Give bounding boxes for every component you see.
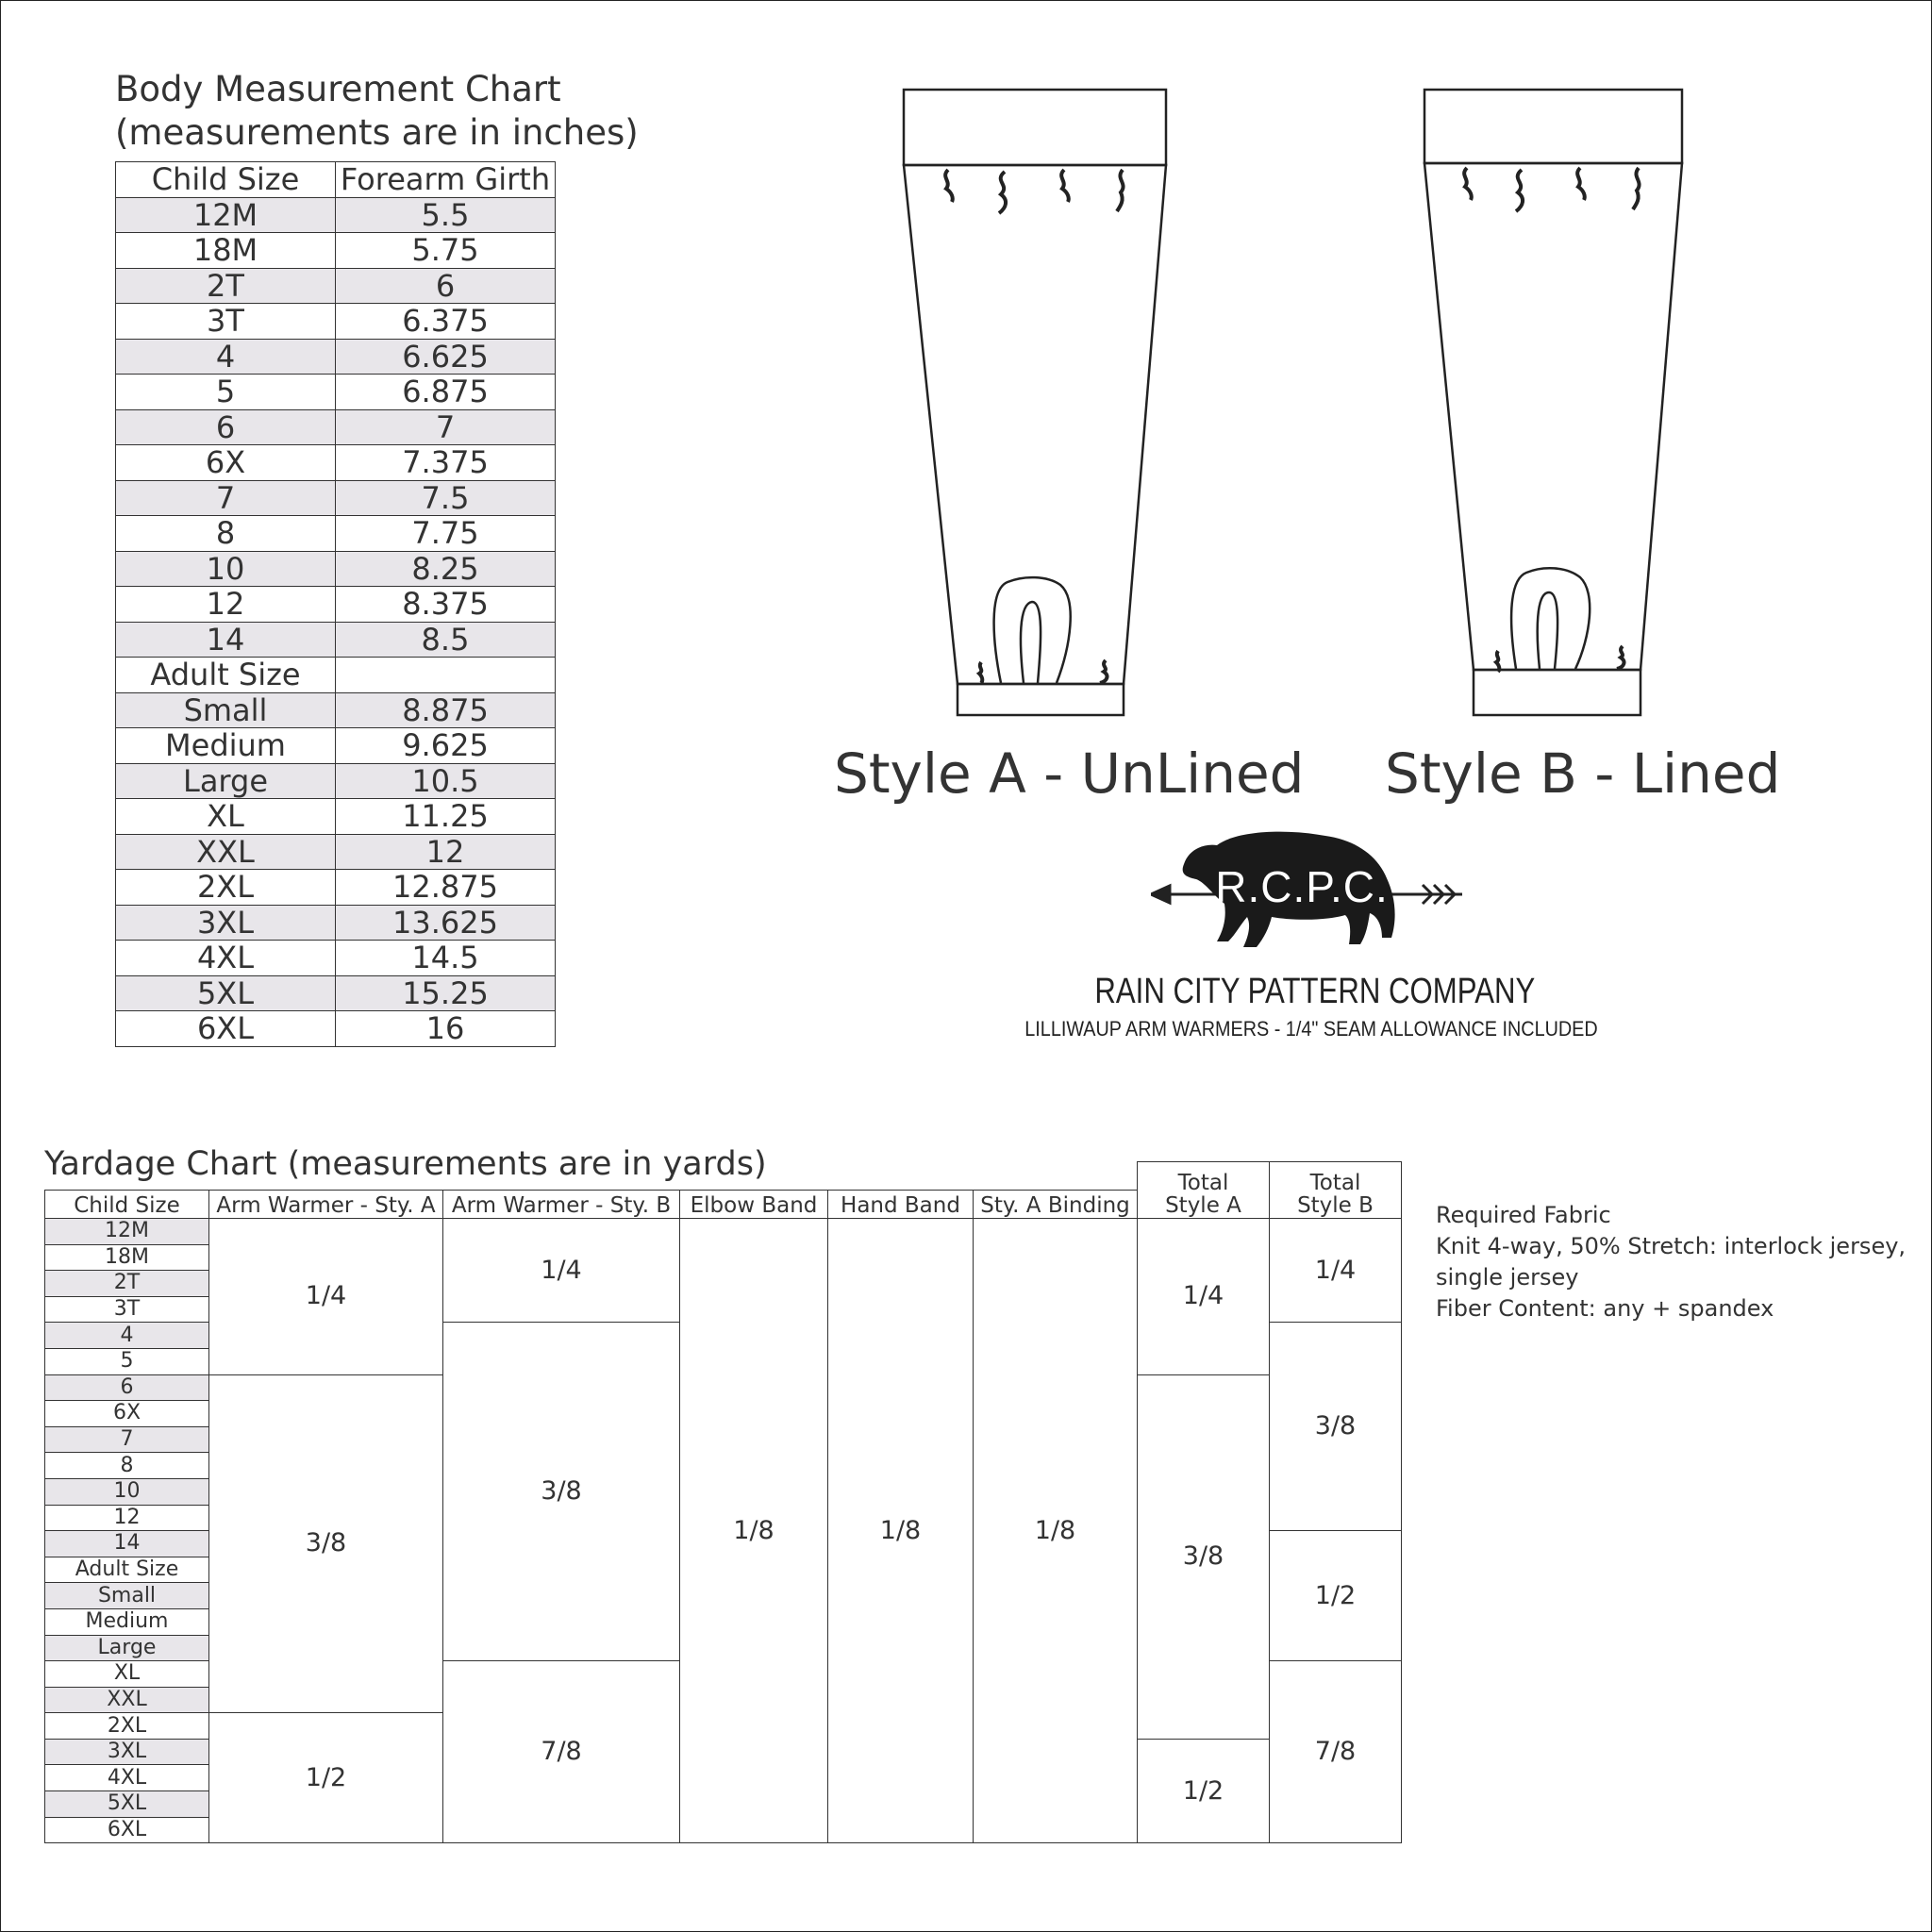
size-cell: Medium	[116, 728, 336, 764]
girth-cell: 15.25	[336, 975, 556, 1011]
size-cell: 7	[116, 480, 336, 516]
elbow-yardage-cell: 1/8	[680, 1219, 828, 1843]
size-cell: 8	[45, 1453, 209, 1479]
size-cell: Adult Size	[45, 1557, 209, 1583]
size-cell: 2T	[45, 1271, 209, 1297]
table-row	[116, 339, 556, 375]
binding-yardage-cell: 1/8	[974, 1219, 1138, 1843]
size-cell: 5	[116, 375, 336, 410]
girth-cell: 13.625	[336, 905, 556, 941]
header-forearm-girth: Forearm Girth	[336, 162, 556, 198]
size-cell: 6XL	[45, 1817, 209, 1843]
table-row	[116, 445, 556, 481]
size-cell: Adult Size	[116, 658, 336, 693]
table-row	[116, 233, 556, 269]
table-row	[116, 304, 556, 340]
girth-cell: 5.5	[336, 197, 556, 233]
girth-cell: 14.5	[336, 941, 556, 976]
table-row	[116, 480, 556, 516]
table-row	[116, 268, 556, 304]
girth-cell: 12.875	[336, 870, 556, 906]
total-b-yardage-cell: 3/8	[1270, 1323, 1402, 1531]
arrow-right-icon	[1391, 885, 1462, 904]
size-cell: 6	[45, 1374, 209, 1401]
style-b-thumb-hole-inner	[1538, 592, 1557, 669]
girth-cell: 7	[336, 409, 556, 445]
total-b-yardage-cell: 7/8	[1270, 1661, 1402, 1843]
style-b-thumb-hole	[1511, 568, 1590, 669]
header-total-style-a: Total Style A	[1138, 1162, 1270, 1219]
girth-cell: 8.25	[336, 551, 556, 587]
style-a-gather-marks	[945, 170, 1123, 683]
size-cell: 18M	[116, 233, 336, 269]
table-row	[116, 905, 556, 941]
girth-cell: 6.375	[336, 304, 556, 340]
size-cell: 6X	[116, 445, 336, 481]
size-cell: 12M	[45, 1219, 209, 1245]
brand-name: RAIN CITY PATTERN COMPANY	[1094, 972, 1536, 1011]
size-cell: 4XL	[116, 941, 336, 976]
size-cell: 3XL	[116, 905, 336, 941]
style-a-sleeve	[904, 165, 1166, 684]
arm-b-yardage-cell: 7/8	[443, 1661, 680, 1843]
total-a-yardage-cell: 3/8	[1138, 1374, 1270, 1739]
table-row	[116, 375, 556, 410]
size-cell: Small	[45, 1583, 209, 1609]
style-a-label: Style A - UnLined	[834, 741, 1305, 806]
girth-cell: 7.75	[336, 516, 556, 552]
total-a-yardage-cell: 1/2	[1138, 1739, 1270, 1842]
size-cell: 8	[116, 516, 336, 552]
table-row	[116, 197, 556, 233]
table-row	[116, 834, 556, 870]
girth-cell: 11.25	[336, 799, 556, 835]
header-elbow-band: Elbow Band	[680, 1191, 828, 1219]
header-binding: Sty. A Binding	[974, 1191, 1138, 1219]
arm-warmer-diagrams	[830, 75, 1717, 736]
yardage-chart-title: Yardage Chart (measurements are in yards)	[44, 1145, 767, 1183]
style-b-label: Style B - Lined	[1385, 741, 1781, 806]
table-row	[116, 763, 556, 799]
header-arm-warmer-b: Arm Warmer - Sty. B	[443, 1191, 680, 1219]
logo-text: R.C.P.C.	[1215, 862, 1389, 911]
total-b-yardage-cell: 1/2	[1270, 1531, 1402, 1661]
style-a-diagram	[904, 90, 1166, 715]
size-cell: Large	[45, 1635, 209, 1661]
girth-cell: 12	[336, 834, 556, 870]
table-row	[116, 870, 556, 906]
header-child-size: Child Size	[116, 162, 336, 198]
girth-cell: 8.875	[336, 692, 556, 728]
table-row	[116, 1011, 556, 1047]
body-chart-title-line2: (measurements are in inches)	[115, 112, 639, 153]
size-cell: 18M	[45, 1244, 209, 1271]
body-chart-title-line1: Body Measurement Chart	[115, 69, 561, 109]
table-row	[116, 941, 556, 976]
table-row	[116, 975, 556, 1011]
size-cell: 10	[45, 1478, 209, 1505]
style-b-elbow-band	[1424, 90, 1682, 163]
table-row	[45, 1219, 1402, 1245]
size-cell: XXL	[45, 1687, 209, 1713]
fabric-line: Knit 4-way, 50% Stretch: interlock jersey,	[1436, 1233, 1907, 1259]
table-row	[116, 516, 556, 552]
header-total-style-b: Total Style B	[1270, 1162, 1402, 1219]
fabric-line: single jersey	[1436, 1264, 1579, 1291]
size-cell: 10	[116, 551, 336, 587]
style-a-thumb-hole-inner	[1021, 602, 1041, 683]
arm-a-yardage-cell: 1/2	[209, 1713, 443, 1843]
arm-b-yardage-cell: 1/4	[443, 1219, 680, 1323]
table-row	[116, 409, 556, 445]
size-cell: 2XL	[45, 1713, 209, 1740]
body-measurement-table	[115, 161, 556, 1047]
girth-cell	[336, 658, 556, 693]
girth-cell: 10.5	[336, 763, 556, 799]
size-cell: 3T	[45, 1296, 209, 1323]
size-cell: Large	[116, 763, 336, 799]
girth-cell: 8.5	[336, 622, 556, 658]
girth-cell: 9.625	[336, 728, 556, 764]
size-cell: 6XL	[116, 1011, 336, 1047]
size-cell: 3T	[116, 304, 336, 340]
table-row	[116, 622, 556, 658]
girth-cell: 6	[336, 268, 556, 304]
size-cell: Small	[116, 692, 336, 728]
girth-cell: 7.375	[336, 445, 556, 481]
table-row	[116, 728, 556, 764]
size-cell: 4XL	[45, 1765, 209, 1791]
size-cell: 3XL	[45, 1739, 209, 1765]
size-cell: 14	[45, 1531, 209, 1557]
size-cell: XXL	[116, 834, 336, 870]
size-cell: 5XL	[45, 1791, 209, 1818]
total-b-yardage-cell: 1/4	[1270, 1219, 1402, 1323]
size-cell: XL	[45, 1661, 209, 1688]
total-a-yardage-cell: 1/4	[1138, 1219, 1270, 1375]
girth-cell: 6.875	[336, 375, 556, 410]
girth-cell: 8.375	[336, 587, 556, 623]
arm-a-yardage-cell: 1/4	[209, 1219, 443, 1375]
style-a-elbow-band	[904, 90, 1166, 165]
required-fabric-note	[1436, 1200, 1906, 1324]
size-cell: 12M	[116, 197, 336, 233]
size-cell: 4	[45, 1323, 209, 1349]
table-row	[116, 551, 556, 587]
yardage-table	[44, 1161, 1402, 1843]
size-cell: 12	[116, 587, 336, 623]
table-row	[116, 658, 556, 693]
girth-cell: 6.625	[336, 339, 556, 375]
style-b-gather-marks	[1464, 168, 1639, 672]
size-cell: 4	[116, 339, 336, 375]
size-cell: XL	[116, 799, 336, 835]
header-child-size: Child Size	[45, 1191, 209, 1219]
table-row	[116, 692, 556, 728]
style-b-diagram	[1424, 90, 1682, 715]
size-cell: 14	[116, 622, 336, 658]
table-header-row	[116, 162, 556, 198]
brand-subtitle: LILLIWAUP ARM WARMERS - 1/4" SEAM ALLOWANCE INCLUDED	[1024, 1017, 1598, 1041]
size-cell: 12	[45, 1505, 209, 1531]
arm-a-yardage-cell: 3/8	[209, 1374, 443, 1713]
table-row	[116, 587, 556, 623]
size-cell: 6X	[45, 1401, 209, 1427]
fabric-heading: Required Fabric	[1436, 1202, 1611, 1228]
size-cell: 2T	[116, 268, 336, 304]
size-cell: 2XL	[116, 870, 336, 906]
style-a-hand-band	[958, 684, 1124, 715]
fabric-line: Fiber Content: any + spandex	[1436, 1295, 1774, 1322]
header-hand-band: Hand Band	[828, 1191, 974, 1219]
size-cell: Medium	[45, 1608, 209, 1635]
header-arm-warmer-a: Arm Warmer - Sty. A	[209, 1191, 443, 1219]
style-a-thumb-hole	[994, 577, 1071, 683]
size-cell: 5XL	[116, 975, 336, 1011]
table-row	[116, 799, 556, 835]
girth-cell: 7.5	[336, 480, 556, 516]
size-cell: 5	[45, 1348, 209, 1374]
girth-cell: 5.75	[336, 233, 556, 269]
size-cell: 7	[45, 1426, 209, 1453]
style-b-hand-band	[1474, 670, 1641, 715]
bear-logo	[1151, 826, 1472, 968]
body-chart-title	[115, 68, 639, 155]
size-cell: 6	[116, 409, 336, 445]
hand-yardage-cell: 1/8	[828, 1219, 974, 1843]
arm-b-yardage-cell: 3/8	[443, 1323, 680, 1661]
girth-cell: 16	[336, 1011, 556, 1047]
